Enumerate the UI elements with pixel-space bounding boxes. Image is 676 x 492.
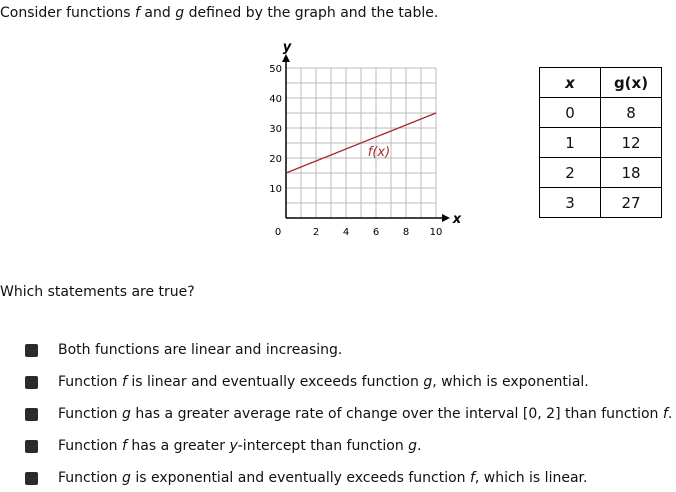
option-label: Both functions are linear and increasing.	[58, 342, 343, 358]
option-1[interactable]	[25, 340, 342, 360]
option-label: Function f is linear and eventually exceeds function g, which is exponential.	[58, 374, 589, 390]
y-tick-label: 20	[269, 154, 282, 165]
table-cell-gx: 8	[601, 98, 662, 128]
y-tick-label: 40	[269, 94, 282, 105]
option-label: Function f has a greater y-intercept than function g.	[58, 438, 422, 454]
x-tick-label: 10	[429, 227, 443, 238]
table-cell-x: 3	[540, 188, 601, 218]
option-label: Function g is exponential and eventually exceeds function f, which is linear.	[58, 470, 588, 486]
option-2[interactable]	[25, 372, 589, 392]
x-tick-label: 2	[312, 227, 320, 238]
table-row	[540, 128, 662, 158]
checkbox[interactable]	[25, 440, 38, 453]
option-4[interactable]	[25, 436, 422, 456]
g-table	[539, 67, 662, 218]
option-5[interactable]	[25, 468, 587, 488]
graph-f	[260, 34, 480, 244]
y-axis-label: y	[282, 40, 292, 55]
table-row	[540, 98, 662, 128]
question-text: Which statements are true?	[0, 284, 195, 300]
checkbox[interactable]	[25, 376, 38, 389]
y-tick-label: 50	[269, 64, 282, 75]
table-header-x: x	[540, 68, 601, 98]
table-cell-gx: 12	[601, 128, 662, 158]
y-axis-arrow	[282, 54, 290, 62]
prompt-text: Consider functions f and g defined by the graph and the table.	[0, 5, 439, 21]
checkbox[interactable]	[25, 344, 38, 357]
table-row	[540, 188, 662, 218]
checkbox[interactable]	[25, 408, 38, 421]
option-label: Function g has a greater average rate of change over the interval [0, 2] than function f.	[58, 406, 673, 422]
x-tick-label: 4	[342, 227, 350, 238]
f-label: f(x)	[367, 145, 391, 160]
x-tick-label: 6	[372, 227, 380, 238]
x-axis-arrow	[442, 214, 450, 222]
table-cell-gx: 18	[601, 158, 662, 188]
x-tick-label: 0	[274, 227, 282, 238]
x-axis-label: x	[452, 212, 462, 227]
table-row	[540, 158, 662, 188]
x-tick-label: 8	[402, 227, 410, 238]
table-cell-gx: 27	[601, 188, 662, 218]
table-cell-x: 0	[540, 98, 601, 128]
checkbox[interactable]	[25, 472, 38, 485]
y-tick-label: 10	[269, 184, 282, 195]
table-cell-x: 2	[540, 158, 601, 188]
option-3[interactable]	[25, 404, 672, 424]
y-tick-label: 30	[269, 124, 282, 135]
table-header-gx: g(x)	[601, 68, 662, 98]
table-cell-x: 1	[540, 128, 601, 158]
